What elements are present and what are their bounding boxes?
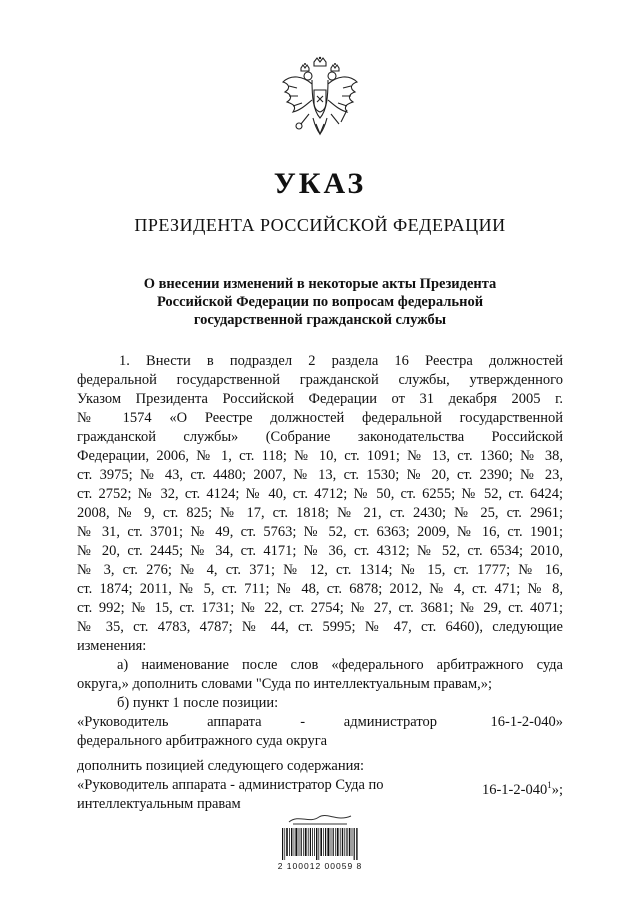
paragraph-line: округа,» дополнить словами "Суда по интеллектуальным правам,»; — [77, 676, 493, 692]
paragraph-line: № 3, ст. 276; № 4, ст. 371; № 12, ст. 1314; № 15, ст. 1777; № 16, — [77, 562, 563, 578]
word: администратор — [343, 714, 437, 730]
subject-line: О внесении изменений в некоторые акты Президента — [143, 276, 497, 292]
paragraph-line: 1. Внести в подраздел 2 раздела 16 Реестра должностей — [119, 353, 563, 369]
paragraph-line: гражданской службы» (Собрание законодательства Российской — [77, 429, 563, 445]
paragraph-line: ст. 3975; № 43, ст. 4480; 2007, № 13, ст. 1530; № 20, ст. 2390; № 23, — [77, 467, 563, 483]
barcode-image — [282, 828, 358, 860]
new-position-entry — [77, 776, 563, 814]
paragraph-line: ст. 2752; № 32, ст. 4124; № 40, ст. 4712; № 50, ст. 6255; № 52, ст. 6424; — [77, 486, 563, 502]
paragraph-line: изменения: — [77, 638, 147, 654]
paragraph-line: дополнить позицией следующего содержания: — [77, 758, 365, 774]
word: «Руководитель — [77, 714, 169, 730]
old-position-entry — [77, 713, 563, 751]
old-position-line-2: федерального арбитражного суда округа — [77, 733, 328, 749]
old-position-line-1 — [77, 713, 437, 732]
subitem-a — [77, 656, 563, 694]
paragraph-line: федеральной государственной гражданской службы, утвержденного — [77, 372, 563, 388]
paragraph-line: б) пункт 1 после позиции: — [117, 695, 279, 711]
subitem-b — [77, 694, 563, 713]
position-code-value: 16-1-2-040 — [481, 781, 548, 798]
paragraph-line: 2008, № 9, ст. 825; № 17, ст. 1818; № 21, ст. 2430; № 25, ст. 2961; — [77, 505, 563, 521]
registration-stamp-mark — [285, 812, 355, 826]
footnote-mark: 1 — [547, 780, 552, 790]
supplement-text — [77, 757, 563, 776]
paragraph-line: № 35, ст. 4783, 4787; № 44, ст. 5995; № 47, ст. 6460), следующие — [77, 619, 563, 635]
paragraph-line: ст. 992; № 15, ст. 1731; № 22, ст. 2754; № 27, ст. 3681; № 29, ст. 4071; — [77, 600, 563, 616]
decree-issuer: ПРЕЗИДЕНТА РОССИЙСКОЙ ФЕДЕРАЦИИ — [134, 215, 506, 235]
subject-line: Российской Федерации по вопросам федеральной — [156, 294, 484, 310]
decree-title: УКАЗ — [273, 167, 367, 200]
paragraph-line: ст. 1874; 2011, № 5, ст. 711; № 48, ст. 6878; 2012, № 4, ст. 471; № 8, — [77, 581, 563, 597]
subject-line: государственной гражданской службы — [193, 312, 447, 328]
old-position-code: 16-1-2-040» — [490, 714, 563, 730]
new-position-line-1: «Руководитель аппарата - администратор Суда по — [77, 777, 384, 793]
coat-of-arms-emblem — [279, 56, 361, 144]
word: аппарата — [207, 714, 262, 730]
paragraph-line: № 31, ст. 3701; № 49, ст. 5763; № 52, ст. 6363; 2009, № 16, ст. 1901; — [77, 524, 563, 540]
item-1-paragraph — [77, 352, 563, 656]
new-position-code — [482, 776, 563, 800]
paragraph-line: а) наименование после слов «федерального арбитражного суда — [117, 657, 563, 673]
paragraph-line: № 1574 «О Реестре должностей федеральной государственной — [77, 410, 563, 426]
position-code-suffix: »; — [551, 781, 563, 798]
barcode-number: 2 100012 00059 8 — [277, 861, 363, 871]
paragraph-line: Указом Президента Российской Федерации от 31 декабря 2005 г. — [77, 391, 563, 407]
paragraph-line: № 20, ст. 2445; № 34, ст. 4171; № 36, ст. 4312; № 52, ст. 6534; 2010, — [77, 543, 563, 559]
paragraph-line: Федерации, 2006, № 1, ст. 118; № 10, ст. 1091; № 13, ст. 1360; № 38, — [77, 448, 563, 464]
word: - — [300, 714, 306, 730]
decree-subject — [100, 275, 540, 329]
new-position-line-2: интеллектуальным правам — [77, 796, 241, 812]
